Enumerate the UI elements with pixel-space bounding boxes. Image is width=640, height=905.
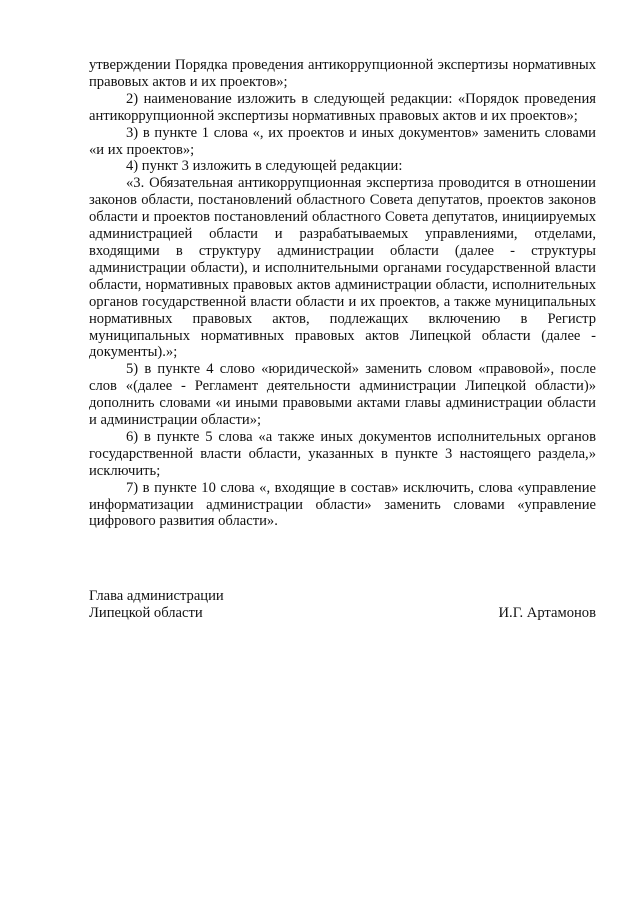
- paragraph-1: утверждении Порядка проведения антикоррупционной экспертизы нормативных правовых актов и их проектов»;: [89, 57, 596, 90]
- paragraph-4: 4) пункт 3 изложить в следующей редакции:: [126, 158, 403, 175]
- document-body: [89, 57, 596, 530]
- paragraph-2: 2) наименование изложить в следующей редакции: «Порядок проведения антикоррупционной экспертизы нормативных правовых актов и их проектов»;: [89, 90, 596, 124]
- document-page: [89, 57, 596, 622]
- signatory-position-line2: Липецкой области: [89, 605, 203, 622]
- signatory-position-line1: Глава администрации: [89, 588, 224, 605]
- paragraph-8: 7) в пункте 10 слова «, входящие в состав» исключить, слова «управление информатизации администрации области» заменить словами «управление цифрового развития области».: [89, 479, 596, 530]
- signature-block: [89, 588, 596, 622]
- paragraph-5: «3. Обязательная антикоррупционная экспертиза проводится в отношении законов области, постановлений областного Совета депутатов, проектов законов области и проектов постановлений областного Совета депутатов, инициируемых администрацией области и разрабатываемых управлениями, отделами, входящими в структуру администрации области (далее - структуры администрации области), и исполнительными органами государственной власти области, нормативных правовых актов администрации области, исполнительных органов государственной власти области и их проектов, а также муниципальных нормативных правовых актов, подлежащих включению в Регистр муниципальных нормативных правовых актов Липецкой области (далее - документы).»;: [89, 175, 596, 361]
- signatory-name: И.Г. Артамонов: [498, 605, 596, 622]
- paragraph-7: 6) в пункте 5 слова «а также иных документов исполнительных органов государственной власти области, указанных в пункте 3 настоящего раздела,» исключить;: [89, 428, 596, 479]
- paragraph-6: 5) в пункте 4 слово «юридической» заменить словом «правовой», после слов «(далее - Регламент деятельности администрации Липецкой области)» дополнить словами «и иными правовыми актами главы администрации области и администрации области»;: [89, 361, 596, 429]
- paragraph-3: 3) в пункте 1 слова «, их проектов и иных документов» заменить словами «и их проектов»;: [89, 124, 596, 158]
- signature-row: [89, 605, 596, 622]
